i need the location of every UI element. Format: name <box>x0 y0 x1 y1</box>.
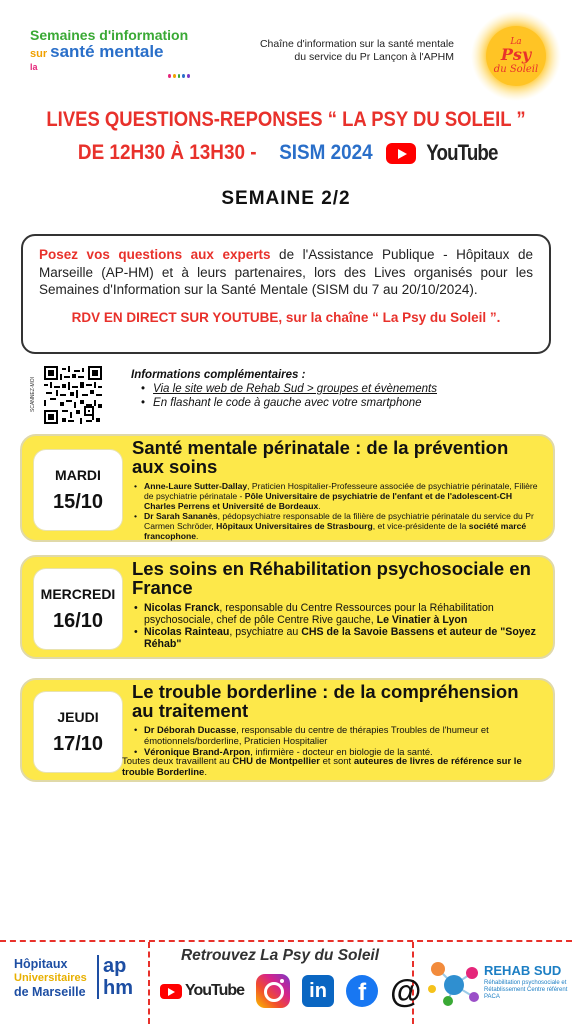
title-time: DE 12H30 À 13H30 - <box>77 141 257 164</box>
info-item-qr: • En flashant le code à gauche avec votre smartphone <box>141 396 437 410</box>
footer-tagline: Retrouvez La Psy du Soleil <box>180 947 380 964</box>
title-sism: SISM 2024 <box>279 141 374 164</box>
speaker-desc: , Praticien Hospitalier-Professeure associée de psychiatrie périnatale, Filière de psychiatrie périnatale - <box>144 481 538 501</box>
intro-box <box>21 234 551 354</box>
day-card-wednesday <box>20 555 555 659</box>
speaker-list <box>132 602 545 650</box>
date-box <box>34 569 122 649</box>
date-label: 17/10 <box>52 732 104 755</box>
speaker-desc: , infirmière - docteur en biologie de la santé. <box>250 746 433 757</box>
speaker-item <box>132 602 545 626</box>
speaker-name: Anne-Laure Sutter-Dallay <box>144 481 248 491</box>
aphm-line2: hm <box>103 977 133 999</box>
day-card-thursday <box>20 678 555 782</box>
sism-logo-line2 <box>30 43 190 63</box>
note-text: et sont <box>320 756 354 767</box>
qr-section <box>30 366 110 424</box>
chain-info-line2: du service du Pr Lançon à l'APHM <box>294 51 454 63</box>
dot <box>173 74 176 78</box>
speaker-name: Nicolas Franck <box>144 602 220 614</box>
note-text: . <box>204 767 207 778</box>
sism-logo-line3 <box>30 63 190 72</box>
date-label: 16/10 <box>52 609 104 632</box>
youtube-play-icon <box>386 143 416 164</box>
session-title: Santé mentale périnatale : de la prévention aux soins <box>132 437 509 477</box>
intro-text <box>39 246 533 299</box>
week-heading: SEMAINE 2/2 <box>221 188 351 209</box>
speaker-desc: , responsable du centre de thérapies Troubles de l'humeur et émotionnels/borderline, Praticien Hospitalier <box>144 724 489 746</box>
sism-logo-la: la <box>30 62 38 72</box>
speaker-end: . <box>196 531 199 541</box>
info-item-website[interactable] <box>141 382 437 396</box>
molecule-icon <box>424 955 482 1007</box>
sism-logo-line1: Semaines d'information <box>30 27 189 43</box>
session-title: Le trouble borderline : de la compréhension au traitement <box>132 681 519 721</box>
youtube-link[interactable] <box>160 982 244 1000</box>
session-note <box>122 756 543 778</box>
rehab-subtitle: Réhabilitation psychosociale et Rétablissement Centre référent PACA <box>484 980 568 1000</box>
session-title: Les soins en Réhabilitation psychosociale en France <box>132 558 531 598</box>
sism-logo-sur: sur <box>30 48 48 60</box>
day-label: MERCREDI <box>40 585 116 602</box>
note-bold: auteures de livres de référence sur le trouble Borderline <box>122 756 522 778</box>
note-bold: CHU de Montpellier <box>232 756 320 767</box>
speaker-name: Dr Déborah Ducasse <box>144 724 237 735</box>
speaker-end: . <box>318 501 321 511</box>
dot <box>187 74 190 78</box>
dot <box>168 74 171 78</box>
youtube-label: YouTube <box>426 140 498 165</box>
info-list <box>141 382 437 410</box>
date-label: 15/10 <box>52 490 104 513</box>
day-card-tuesday <box>20 434 555 542</box>
speaker-name: Véronique Brand-Arpon <box>144 746 251 757</box>
dot <box>178 74 181 78</box>
qr-code-icon[interactable] <box>44 366 102 424</box>
chain-info <box>214 38 454 64</box>
footer-divider <box>0 940 572 942</box>
title-line1: LIVES QUESTIONS-REPONSES “ LA PSY DU SOLEIL ” <box>46 108 526 131</box>
page-title <box>0 108 572 166</box>
title-line2 <box>0 140 572 166</box>
facebook-icon[interactable]: f <box>346 975 378 1007</box>
speaker-affiliation: Hôpitaux Universitaires de Strasbourg <box>216 521 373 531</box>
speaker-desc: , pédopsychiatre responsable de la filière de psychiatrie périnatale du service du Pr Carmen Schröder, <box>144 511 534 531</box>
speaker-affiliation: Le Vinatier à Lyon <box>376 614 468 626</box>
session-content <box>132 682 545 757</box>
email-icon[interactable]: @ <box>390 973 422 1009</box>
svg-text:La: La <box>510 37 522 47</box>
speaker-name: Nicolas Rainteau <box>144 626 230 638</box>
hum-line2: Universitaires <box>14 972 87 984</box>
date-box <box>34 692 122 772</box>
rehab-sud-logo <box>424 955 569 1010</box>
speaker-item <box>132 481 545 511</box>
linkedin-icon[interactable]: in <box>302 975 334 1007</box>
rehab-name: REHAB SUD <box>484 963 562 978</box>
youtube-play-icon <box>160 984 182 999</box>
speaker-affiliation: Pôle Universitaire de psychiatrie de l'enfant et de l'adolescent-CH Charles Perrens et Université de Bordeaux <box>144 491 513 511</box>
speaker-desc: , responsable du Centre Ressources pour la Réhabilitation psychosociale, chef de pôle Centre Rive gauche, <box>144 602 494 626</box>
social-links <box>160 974 421 1008</box>
sism-logo-main: santé mentale <box>50 42 164 61</box>
speaker-affiliation: société marcé francophone <box>144 521 527 541</box>
session-content <box>132 438 545 541</box>
speaker-desc: , psychiatre au <box>229 626 302 638</box>
info-section <box>131 368 437 410</box>
speaker-item <box>132 626 545 650</box>
speaker-item <box>132 724 545 746</box>
hum-line1: Hôpitaux <box>14 957 68 971</box>
speaker-list <box>132 481 545 541</box>
qr-scan-label: SCANNEZ-MOI <box>30 377 36 413</box>
dot <box>182 74 185 78</box>
intro-lead: Posez vos questions aux experts <box>39 247 271 262</box>
psy-du-soleil-logo <box>470 10 562 102</box>
instagram-icon[interactable] <box>256 974 290 1008</box>
youtube-label: YouTube <box>185 982 245 999</box>
session-content <box>132 559 545 650</box>
note-text: Toutes deux travaillent au <box>122 756 233 767</box>
day-label: JEUDI <box>57 708 99 725</box>
chain-info-line1: Chaîne d'information sur la santé mentale <box>259 38 454 50</box>
sism-logo-dots <box>168 74 190 78</box>
aphm-logo <box>97 955 139 999</box>
speaker-list <box>132 724 545 757</box>
speaker-desc: , et vice-présidente de la <box>372 521 469 531</box>
aphm-line1: ap <box>103 955 127 977</box>
day-label: MARDI <box>55 466 101 483</box>
intro-rdv: RDV EN DIRECT SUR YOUTUBE, sur la chaîne “ La Psy du Soleil ”. <box>71 309 501 325</box>
svg-text:du Soleil: du Soleil <box>493 64 539 75</box>
speaker-affiliation: CHS de la Savoie Bassens et auteur de "Soyez Réhab" <box>144 626 536 650</box>
svg-text:Psy: Psy <box>500 45 532 64</box>
intro-body: de l'Assistance Publique - Hôpitaux de Marseille (AP-HM) et à leurs partenaires, lors des Lives organisés pour les Semaines d'Information sur la Santé Mentale (SISM du 7 au 20/10/2024). <box>39 247 533 297</box>
info-link-rehab-sud[interactable]: Via le site web de Rehab Sud > groupes et évènements <box>153 383 437 395</box>
youtube-logo <box>386 140 504 166</box>
sism-logo <box>30 28 190 78</box>
hum-line3: de Marseille <box>14 985 86 999</box>
info-heading: Informations complémentaires : <box>131 369 306 381</box>
speaker-name: Dr Sarah Sananès <box>144 511 218 521</box>
date-box <box>34 450 122 530</box>
hum-logo <box>14 957 96 999</box>
speaker-item <box>132 511 545 541</box>
sun-icon <box>470 10 562 102</box>
